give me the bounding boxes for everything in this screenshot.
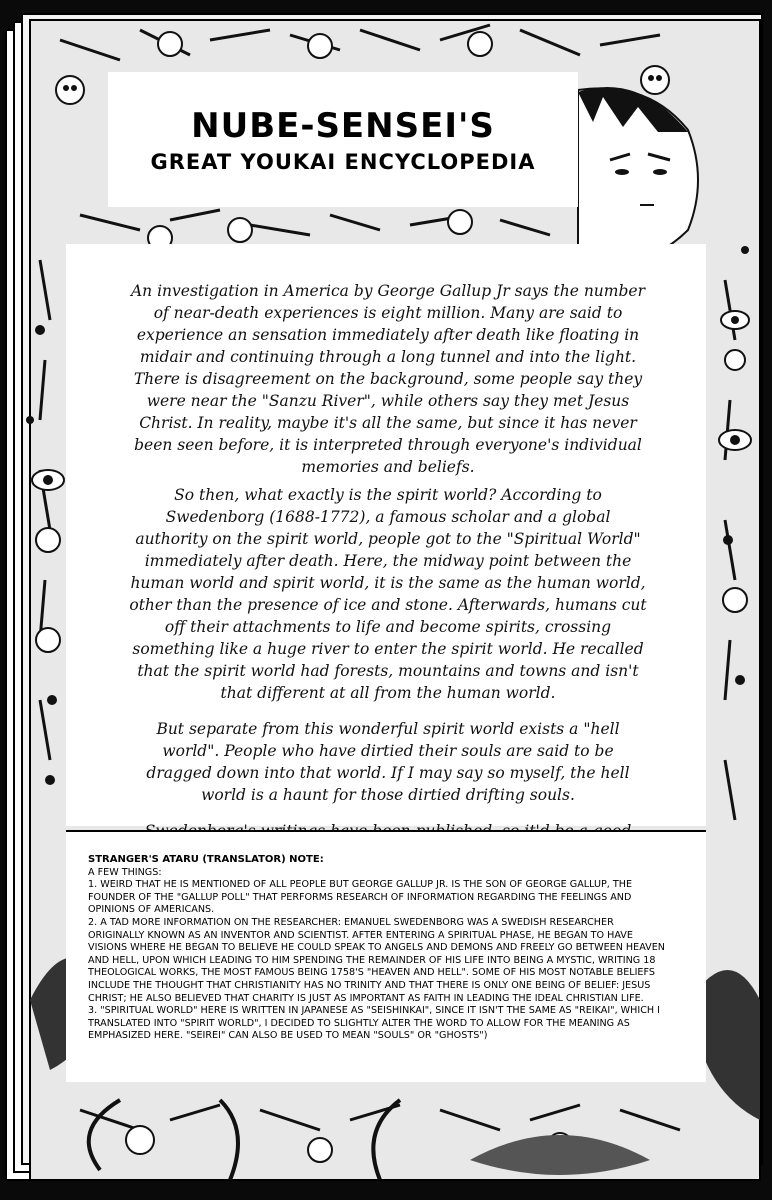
title-panel — [108, 72, 578, 207]
translator-note-panel — [66, 830, 706, 1082]
page-title: NUBE-SENSEI'S — [191, 106, 495, 146]
translator-note-line: 3. "SPIRITUAL WORLD" HERE IS WRITTEN IN JAPANESE AS "SEISHINKAI", SINCE IT ISN'T THE SAME AS "REIKAI", WHICH I TRANSLATED INTO "SPIRIT WORLD", I DECIDED TO SLIGHTLY ALTER THE WORD TO ALLOW FOR THE MEANING AS EMPHASIZED HERE. "SEIREI" CAN ALSO BE USED TO MEAN "SOULS" OR "GHOSTS") — [88, 1005, 660, 1042]
translator-note-line: 1. WEIRD THAT HE IS MENTIONED OF ALL PEOPLE BUT GEORGE GALLUP JR. IS THE SON OF GEORGE GALLUP, THE FOUNDER OF THE "GALLUP POLL" THAT PERFORMS RESEARCH OF INFORMATION REGARDING THE FEELINGS AND OPINIONS OF AMERICANS. — [88, 879, 633, 916]
body-paragraph: So then, what exactly is the spirit world? According to Swedenborg (1688-1772), a famous scholar and a global authority on the spirit world, people got to the "Spiritual World" immediately after death. Here, the midway point between the human world and spirit world, it is the same as the human world, other than the presence of ice and stone. Afterwards, humans cut off their attachments to life and become spirits, crossing something like a huge river to enter the spirit world. He recalled that the spirit world had forests, mountains and towns and isn't that different at all from the human world. — [129, 486, 647, 702]
page-subtitle: GREAT YOUKAI ENCYCLOPEDIA — [150, 150, 536, 174]
translator-note-line: A FEW THINGS: — [88, 866, 162, 878]
encyclopedia-body — [128, 280, 648, 870]
translator-note-line: 2. A TAD MORE INFORMATION ON THE RESEARCHER: EMANUEL SWEDENBORG WAS A SWEDISH RESEARCHER ORIGINALLY KNOWN AS AN INVENTOR AND SCIENTIST. AFTER ENTERING A SPIRITUAL PHASE, HE BEGAN TO HAVE VISIONS WHERE HE BEGAN TO BELIEVE HE COULD SPEAK TO ANGELS AND DEMONS AND FREELY GO BETWEEN HEAVEN AND HELL, UPON WHICH LEADING TO HIM SPENDING THE REMAINDER OF HIS LIFE INTO BEING A MYSTIC, WRITING 18 THEOLOGICAL WORKS, THE MOST FAMOUS BEING 1758'S "HEAVEN AND HELL". SOME OF HIS MOST NOTABLE BELIEFS INCLUDE THE THOUGHT THAT CHRISTIANITY HAS NO TRINITY AND THAT THERE IS ONLY ONE BEING OF BELIEF: JESUS CHRIST; HE ALSO BELIEVED THAT CHARITY IS JUST AS IMPORTANT AS FAITH IN LEADING THE IDEAL CHRISTIAN LIFE. — [88, 916, 665, 1004]
translator-note — [88, 854, 668, 1043]
body-paragraph: But separate from this wonderful spirit world exists a "hell world". People who have dirtied their souls are said to be dragged down into that world. If I may say so myself, the hell world is a haunt for those dirtied drifting souls. — [146, 720, 630, 804]
translator-note-heading: STRANGER'S ATARU (TRANSLATOR) NOTE: — [88, 854, 324, 865]
encyclopedia-text-panel — [66, 244, 706, 826]
body-paragraph: An investigation in America by George Gallup Jr says the number of near-death experiences is eight million. Many are said to experience an sensation immediately after death like floating in midair and continuing through a long tunnel and into the light. There is disagreement on the background, some people say they were near the "Sanzu River", while others say they met Jesus Christ. In reality, maybe it's all the same, but since it has never been seen before, it is interpreted through everyone's individual memories and beliefs. — [130, 282, 645, 476]
